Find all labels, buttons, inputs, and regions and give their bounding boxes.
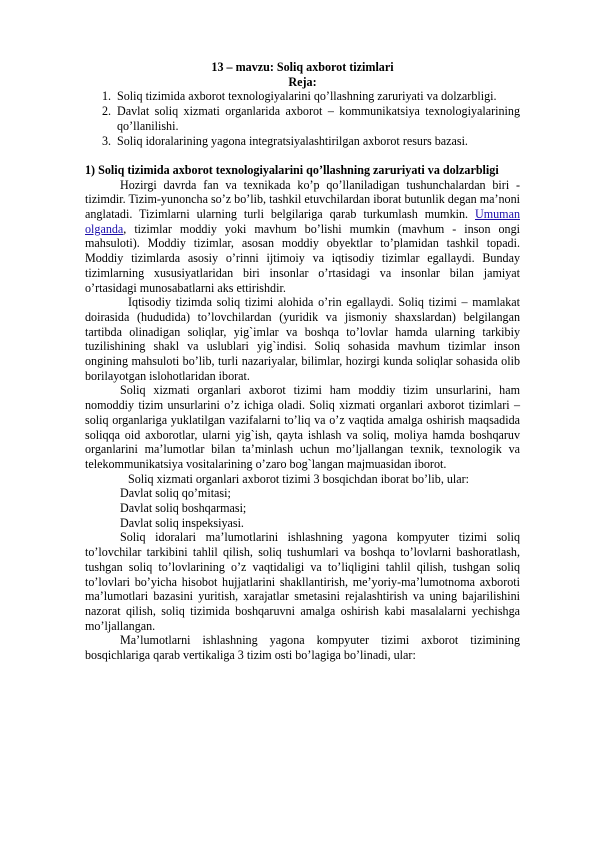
paragraph-subsystems: Ma’lumotlarni ishlashning yagona kompyuter tizimi axborot tizimining bosqichlariga qarab vertikaliga 3 tizim osti bo’lagiga bo’linadi, ular: (85, 633, 520, 663)
level-item: Davlat soliq boshqarmasi; (120, 501, 247, 516)
plan-heading: Reja: (288, 74, 317, 89)
paragraph-levels-intro: Soliq xizmati organlari axborot tizimi 3 bosqichdan iborat bo’lib, ular: (128, 471, 470, 486)
document-title: 13 – mavzu: Soliq axborot tizimlari (211, 60, 394, 74)
section-heading: 1) Soliq tizimida axborot texnologiyalarini qo’llashning zaruriyati va dolzarbligi (85, 162, 499, 177)
plan-item-text: Davlat soliq xizmati organlarida axborot – kommunikatsiya texnologiyalarining qo’llanilishi. (117, 104, 520, 133)
paragraph-systems (85, 178, 520, 296)
paragraph-computer-system: Soliq idoralari ma’lumotlarini ishlashning yagona kompyuter tizimi soliq to’lovchilar tarkibini tahlil qilish, soliq tushumlari va boshqa to’lovlarni bashoratlash, tushgan soliq to’lovlarining o’z vaqtidaligi va to’liqligini tahlil qilish, tushgan soliq to’lovlari bo’yicha hisobot hujjatlarini shakllantirish, me’yoriy-ma’lumotnoma axboroti ma’lumotlari bazasini yuritish, xarajatlar smetasini rejalashtirish va uning bajarilishini nazorat qilish, soliq tizimida boshqaruvni amalga oshirish kabi masalalarni yechishga mo’ljallangan. (85, 530, 520, 633)
inline-link[interactable]: Umuman olganda (85, 207, 520, 236)
plan-item-text: Soliq idoralarining yagona integratsiyalashtirilgan axborot resurs bazasi. (117, 133, 468, 148)
plan-item (85, 134, 520, 149)
plan-item-text: Soliq tizimida axborot texnologiyalarini qo’llashning zaruriyati va dolzarbligi. (117, 89, 497, 104)
plan-item-number: 3. (102, 133, 112, 148)
plan-item-number: 1. (102, 89, 112, 104)
plan-item (85, 104, 520, 133)
level-item: Davlat soliq inspeksiyasi. (120, 515, 244, 530)
level-item: Davlat soliq qo’mitasi; (120, 486, 231, 501)
section-spacer (85, 148, 520, 163)
plan-item (85, 89, 520, 104)
paragraph-text: , tizimlar moddiy yoki mavhum bo’lishi mumkin (mavhum - inson ongi mahsuloti). Moddiy tizimlar, asosan moddiy obyektlar to’plamidan tashkil topadi. Moddiy tizimlarda asosiy o’rinni ijtimoiy va iqtisodiy tizimlar egallaydi. Bunday tizimlarning xususiyatlaridan biri insonlar o’rtasidagi va insonlar bilan jamiyat o’rtasidagi munosabatlarni aks ettirishdir. (85, 221, 520, 295)
plan-list (85, 89, 520, 148)
paragraph-tax-service-info: Soliq xizmati organlari axborot tizimi ham moddiy tizim unsurlarini, ham nomoddiy tizim unsurlarini o’z ichiga oladi. Soliq xizmati organlari axborot tizimlari – soliq organlariga yuklatilgan vazifalarni to’liq va o’z vaqtida amalga oshirish maqsadida soliqqa oid axborotlar, ularni yig`ish, qayta ishlash va soliq, moliya hamda boshqaruv organlarini ma’lumotlar bilan ta’minlash uchun mo’ljallangan texnik, texnologik va telekommunikatsiya vositalarining o’zaro bog`langan majmuasidan iborot. (85, 383, 520, 471)
plan-item-number: 2. (102, 104, 112, 119)
paragraph-text: Hozirgi davrda fan va texnikada ko’p qo’llaniladigan tushunchalardan biri - tizimdir. Tizim-yunoncha so’z bo’lib, tashkil etuvchilardan iborat butunlik degan ma’noni anglatadi. Tizimlarni ularning turli belgilariga qarab turkumlash mumkin. (85, 177, 520, 222)
paragraph-tax-system: Iqtisodiy tizimda soliq tizimi alohida o’rin egallaydi. Soliq tizimi – mamlakat doirasida (hududida) to’lovchilardan (yuridik va jismoniy shaxslardan) belgilangan tartibda olinadigan soliqlar, yig`imlar va boshqa to’lovlar hamda ularning tarkibiy tuzilishining shakl va uslublari yig`indisi. Soliq sohasida mavhum tizimlar inson ongining mahsuloti bo’lib, turli nazariyalar, bilimlar, hozirgi kunda soliqlar sohasida olib borilayotgan islohotlaridan iborat. (85, 295, 520, 383)
